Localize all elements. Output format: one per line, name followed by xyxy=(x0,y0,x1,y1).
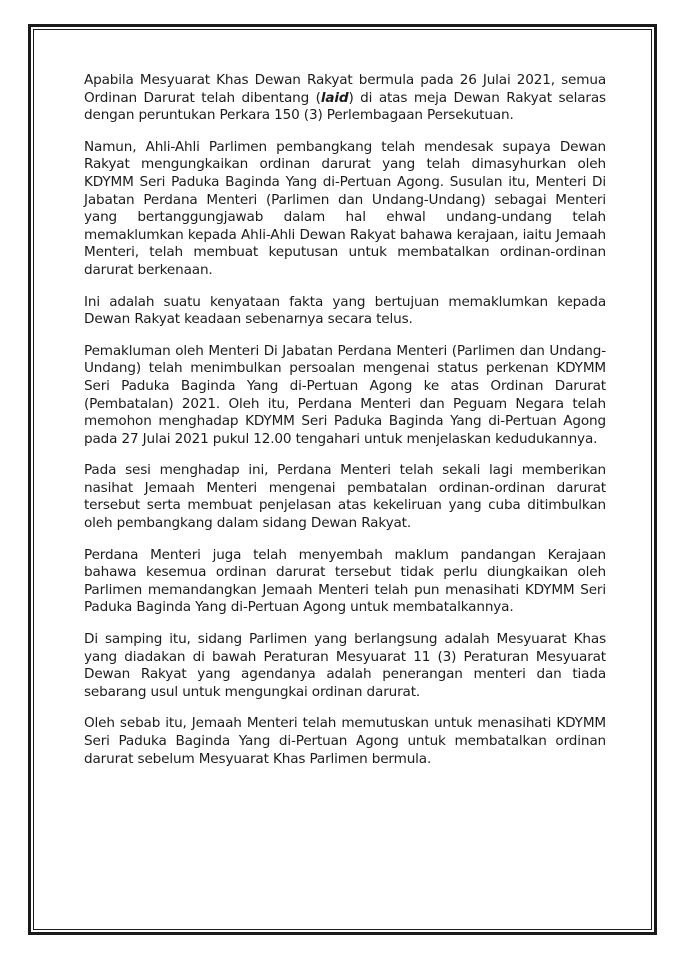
paragraph-1-text-before: Apabila Mesyuarat Khas Dewan Rakyat bermula pada 26 Julai 2021, semua Ordinan Darurat telah dibentang ( xyxy=(84,72,606,106)
paragraph-5: Pada sesi menghadap ini, Perdana Menteri telah sekali lagi memberikan nasihat Jemaah Menteri mengenai pembatalan ordinan-ordinan darurat tersebut serta membuat penjelasan atas kekeliruan yang cuba ditimbulkan oleh pembangkang dalam sidang Dewan Rakyat. xyxy=(84,462,606,532)
paragraph-7: Di samping itu, sidang Parlimen yang berlangsung adalah Mesyuarat Khas yang diadakan di bawah Peraturan Mesyuarat 11 (3) Peraturan Mesyuarat Dewan Rakyat yang agendanya adalah penerangan menteri dan tiada sebarang usul untuk mengungkai ordinan darurat. xyxy=(84,631,606,700)
paragraph-6: Perdana Menteri juga telah menyembah maklum pandangan Kerajaan bahawa kesemua ordinan darurat tersebut tidak perlu diungkaikan oleh Parlimen memandangkan Jemaah Menteri telah pun menasihati KDYMM Seri Paduka Baginda Yang di-Pertuan Agong untuk membatalkannya. xyxy=(84,546,606,616)
paragraph-1-text-after: ) di atas meja Dewan Rakyat selaras dengan peruntukan Perkara 150 (3) Perlembagaan Persekutuan. xyxy=(84,89,606,124)
paragraph-1 xyxy=(84,72,606,125)
statement-body xyxy=(84,72,606,782)
paragraph-8: Oleh sebab itu, Jemaah Menteri telah memutuskan untuk menasihati KDYMM Seri Paduka Baginda Yang di-Pertuan Agong untuk membatalkan ordinan darurat sebelum Mesyuarat Khas Parlimen bermula. xyxy=(84,715,606,767)
paragraph-3: Ini adalah suatu kenyataan fakta yang bertujuan memaklumkan kepada Dewan Rakyat keadaan sebenarnya secara telus. xyxy=(84,293,606,328)
paragraph-4: Pemakluman oleh Menteri Di Jabatan Perdana Menteri (Parlimen dan Undang-Undang) telah menimbulkan persoalan mengenai status perkenan KDYMM Seri Paduka Baginda Yang di-Pertuan Agong ke atas Ordinan Darurat (Pembatalan) 2021. Oleh itu, Perdana Menteri dan Peguam Negara telah memohon menghadap KDYMM Seri Paduka Baginda Yang di-Pertuan Agong pada 27 Julai 2021 pukul 12.00 tengahari untuk menjelaskan kedudukannya. xyxy=(84,342,606,447)
paragraph-2: Namun, Ahli-Ahli Parlimen pembangkang telah mendesak supaya Dewan Rakyat mengungkaikan ordinan darurat yang telah dimasyhurkan oleh KDYMM Seri Paduka Baginda Yang di-Pertuan Agong. Susulan itu, Menteri Di Jabatan Perdana Menteri (Parlimen dan Undang-Undang) sebagai Menteri yang bertanggungjawab dalam hal ehwal undang-undang telah memaklumkan kepada Ahli-Ahli Dewan Rakyat bahawa kerajaan, iaitu Jemaah Menteri, telah membuat keputusan untuk membatalkan ordinan-ordinan darurat berkenaan. xyxy=(84,138,606,278)
paragraph-1-emphasis-laid: laid xyxy=(320,89,349,106)
